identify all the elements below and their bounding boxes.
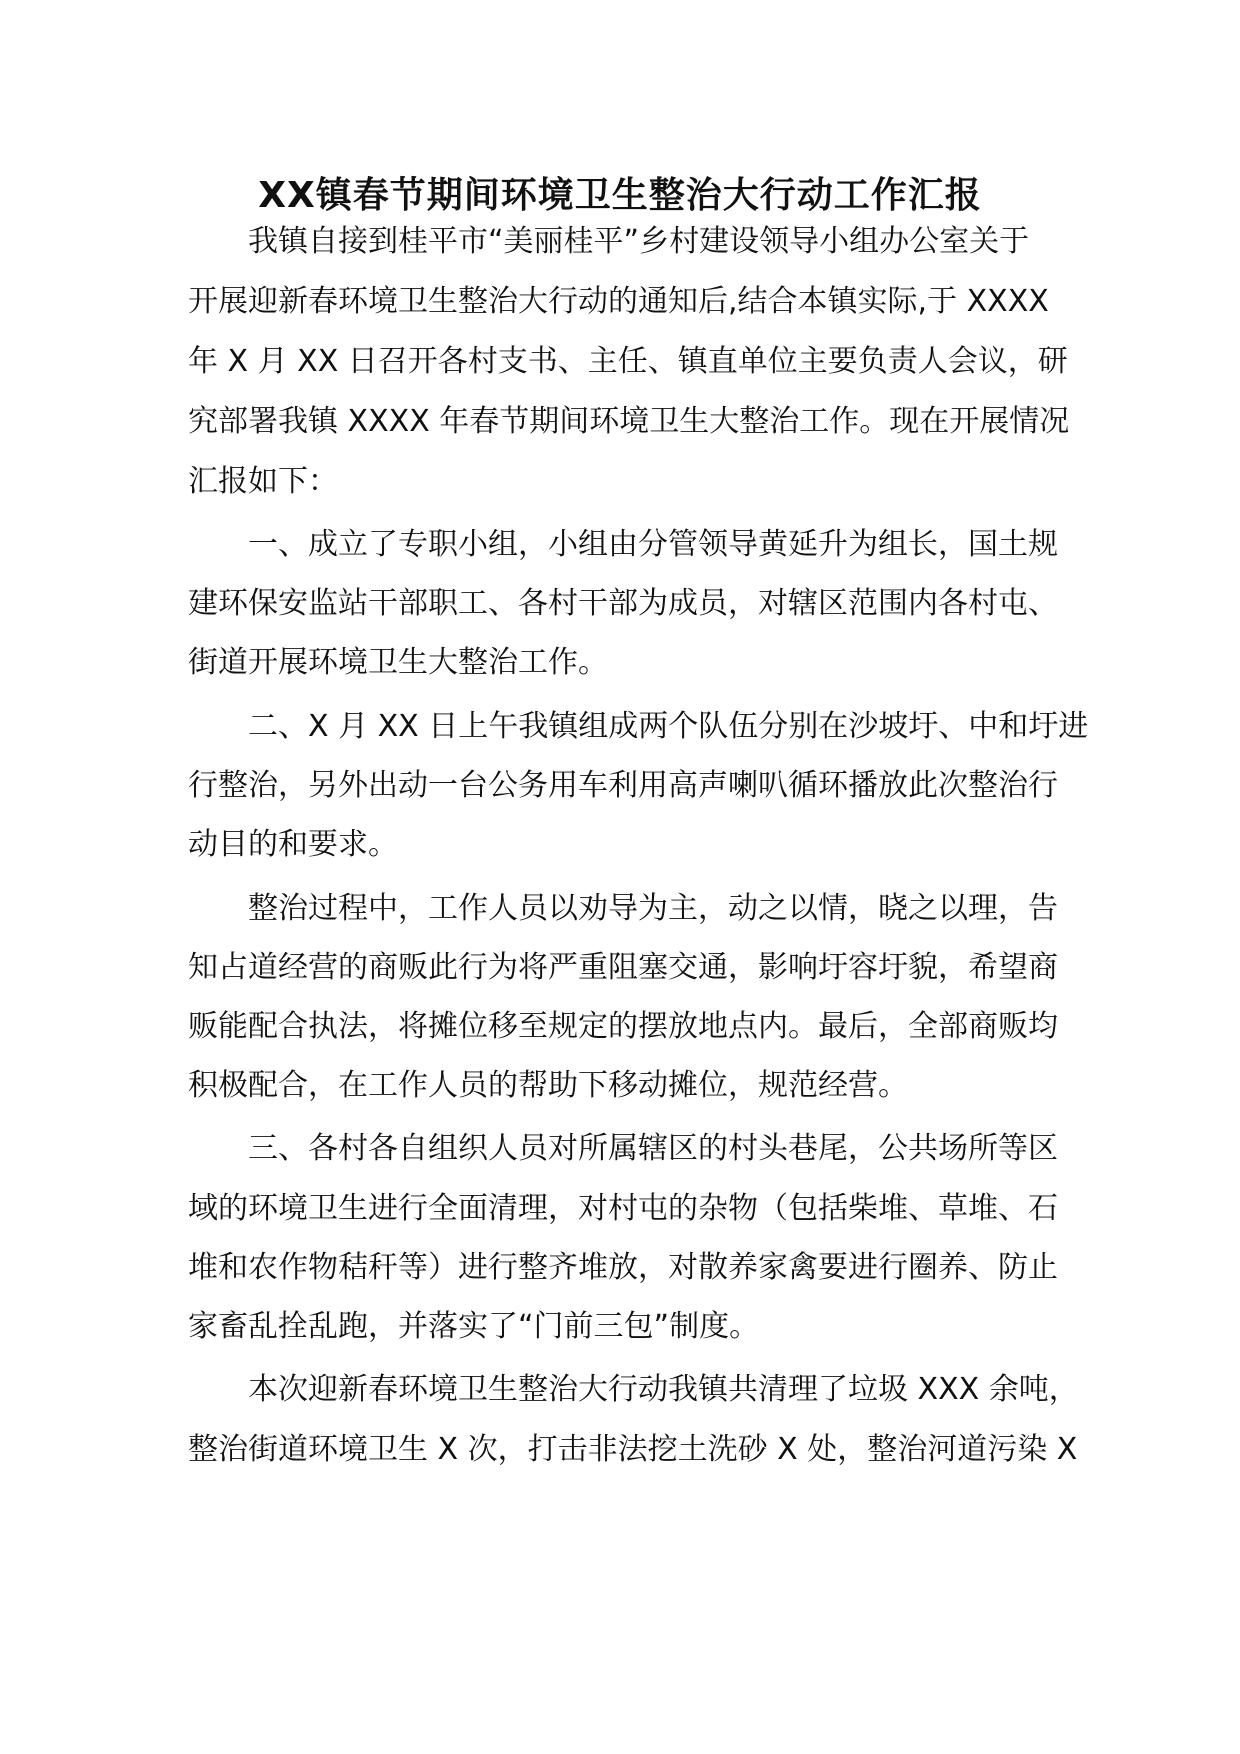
paragraph-line: 动目的和要求。: [188, 827, 398, 862]
paragraph-line: 堆和农作物秸秆等）进行整齐堆放，对散养家禽要进行圈养、防止: [188, 1250, 1058, 1285]
paragraph-line: 开展迎新春环境卫生整治大行动的通知后,结合本镇实际,于 XXXX: [188, 284, 1049, 319]
paragraph-line: 家畜乱拴乱跑，并落实了“门前三包”制度。: [188, 1309, 760, 1344]
paragraph-line: 究部署我镇 XXXX 年春节期间环境卫生大整治工作。现在开展情况: [188, 404, 1070, 439]
paragraph-line: 贩能配合执法，将摊位移至规定的摆放地点内。最后，全部商贩均: [188, 1009, 1058, 1044]
paragraph-line: 本次迎新春环境卫生整治大行动我镇共清理了垃圾 XXX 余吨，: [248, 1372, 1079, 1407]
paragraph-line: 街道开展环境卫生大整治工作。: [188, 645, 608, 680]
paragraph-line: 我镇自接到桂平市“美丽桂平”乡村建设领导小组办公室关于: [248, 224, 1030, 259]
paragraph-line: 年 X 月 XX 日召开各村支书、主任、镇直单位主要负责人会议，研: [188, 344, 1068, 379]
paragraph-line: 汇报如下：: [188, 464, 338, 499]
paragraph-line: 域的环境卫生进行全面清理，对村屯的杂物（包括柴堆、草堆、石: [188, 1191, 1058, 1226]
paragraph-line: 行整治，另外出动一台公务用车利用高声喇叭循环播放此次整治行: [188, 768, 1058, 803]
paragraph-line: 三、各村各自组织人员对所属辖区的村头巷尾，公共场所等区: [248, 1131, 1058, 1166]
paragraph-line: 积极配合，在工作人员的帮助下移动摊位，规范经营。: [188, 1068, 908, 1103]
paragraph-line: 整治街道环境卫生 X 次，打击非法挖土洗砂 X 处，整治河道污染 X: [188, 1432, 1078, 1467]
paragraph-line: 整治过程中，工作人员以劝导为主，动之以情，晓之以理，告: [248, 891, 1058, 926]
paragraph-line: 一、成立了专职小组，小组由分管领导黄延升为组长，国土规: [248, 527, 1058, 562]
document-title: XX镇春节期间环境卫生整治大行动工作汇报: [258, 175, 982, 216]
paragraph-line: 建环保安监站干部职工、各村干部为成员，对辖区范围内各村屯、: [188, 586, 1058, 621]
paragraph-line: 二、X 月 XX 日上午我镇组成两个队伍分别在沙坡圩、中和圩进: [248, 709, 1089, 744]
paragraph-line: 知占道经营的商贩此行为将严重阻塞交通，影响圩容圩貌，希望商: [188, 950, 1058, 985]
